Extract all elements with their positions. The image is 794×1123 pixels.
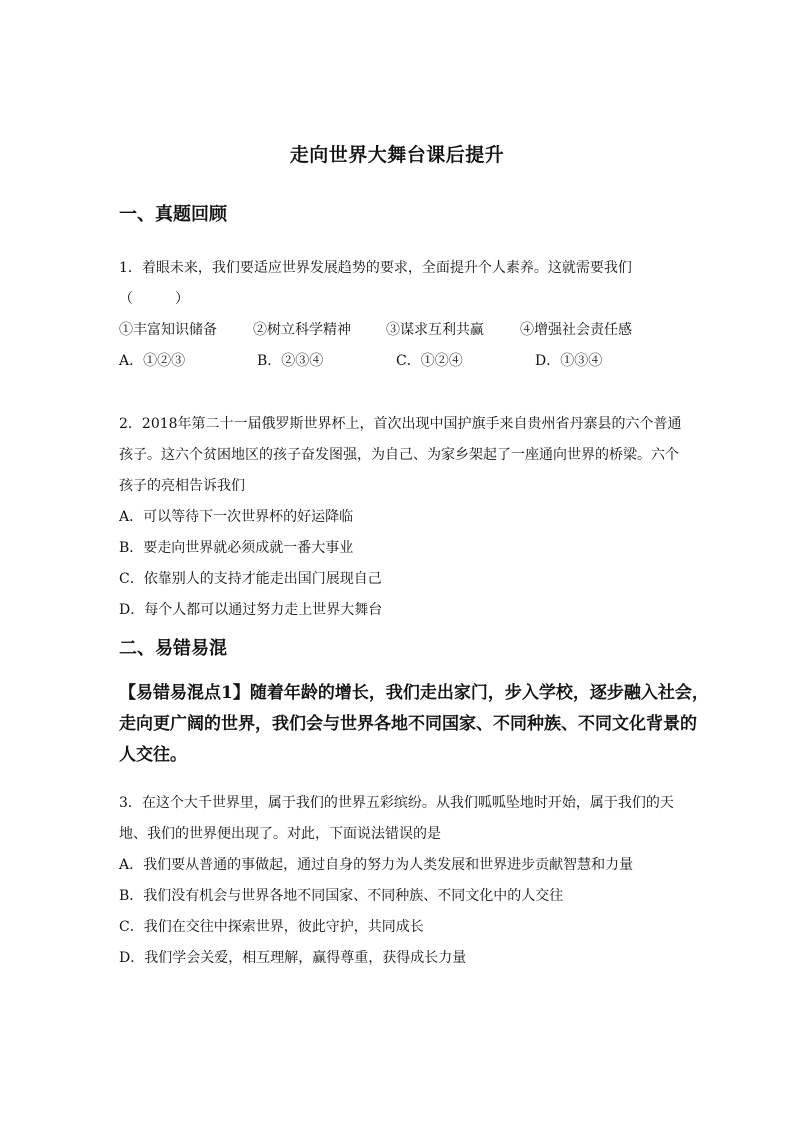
section-heading-review: 一、真题回顾 <box>119 204 227 225</box>
q1-options-row <box>119 350 719 370</box>
q3-option-b: B．我们没有机会与世界各地不同国家、不同种族、不同文化中的人交往 <box>119 888 564 904</box>
point1-line-1: 【易错易混点1】随着年龄的增长，我们走出家门，步入学校，逐步融入社会， <box>119 683 709 703</box>
q1-item: ①丰富知识储备 <box>119 322 217 338</box>
q1-item: ④增强社会责任感 <box>520 322 632 338</box>
q2-stem-line-2: 孩子。这六个贫困地区的孩子奋发图强，为自己、为家乡架起了一座通向世界的桥梁。六个 <box>119 447 679 463</box>
point1-line-3: 人交往。 <box>119 745 187 765</box>
q1-stem-line-1: 1．着眼未来，我们要适应世界发展趋势的要求，全面提升个人素养。这就需要我们 <box>119 260 632 276</box>
q3-option-c: C．我们在交往中探索世界，彼此守护，共同成长 <box>119 919 424 935</box>
q2-stem-line-3: 孩子的亮相告诉我们 <box>119 478 245 494</box>
q1-option-c: C．①②④ <box>396 353 463 369</box>
point1-line-2: 走向更广阔的世界，我们会与世界各地不同国家、不同种族、不同文化背景的 <box>119 714 697 734</box>
q3-stem-line-2: 地、我们的世界便出现了。对此，下面说法错误的是 <box>119 826 441 842</box>
q1-items-row <box>119 319 719 339</box>
document-title: 走向世界大舞台课后提升 <box>289 144 505 166</box>
q2-option-d: D．每个人都可以通过努力走上世界大舞台 <box>119 602 383 618</box>
q1-item: ③谋求互利共赢 <box>386 322 484 338</box>
q1-item: ②树立科学精神 <box>253 322 351 338</box>
q3-option-d: D．我们学会关爱，相互理解，赢得尊重，获得成长力量 <box>119 950 467 966</box>
q1-stem-line-2: （ ） <box>119 291 189 307</box>
q2-option-b: B．要走向世界就必须成就一番大事业 <box>119 540 354 556</box>
q1-option-a: A．①②③ <box>119 353 186 369</box>
q1-option-d: D．①③④ <box>535 353 603 369</box>
q3-stem-line-1: 3．在这个大千世界里，属于我们的世界五彩缤纷。从我们呱呱坠地时开始，属于我们的天 <box>119 795 674 811</box>
q2-stem-line-1: 2．2018年第二十一届俄罗斯世界杯上，首次出现中国护旗手来自贵州省丹寨县的六个普通 <box>119 416 682 432</box>
q2-option-a: A．可以等待下一次世界杯的好运降临 <box>119 509 354 525</box>
section-heading-mistakes: 二、易错易混 <box>119 638 227 659</box>
q1-option-b: B．②③④ <box>257 353 324 369</box>
q2-option-c: C．依靠别人的支持才能走出国门展现自己 <box>119 571 382 587</box>
q3-option-a: A．我们要从普通的事做起，通过自身的努力为人类发展和世界进步贡献智慧和力量 <box>119 857 634 873</box>
